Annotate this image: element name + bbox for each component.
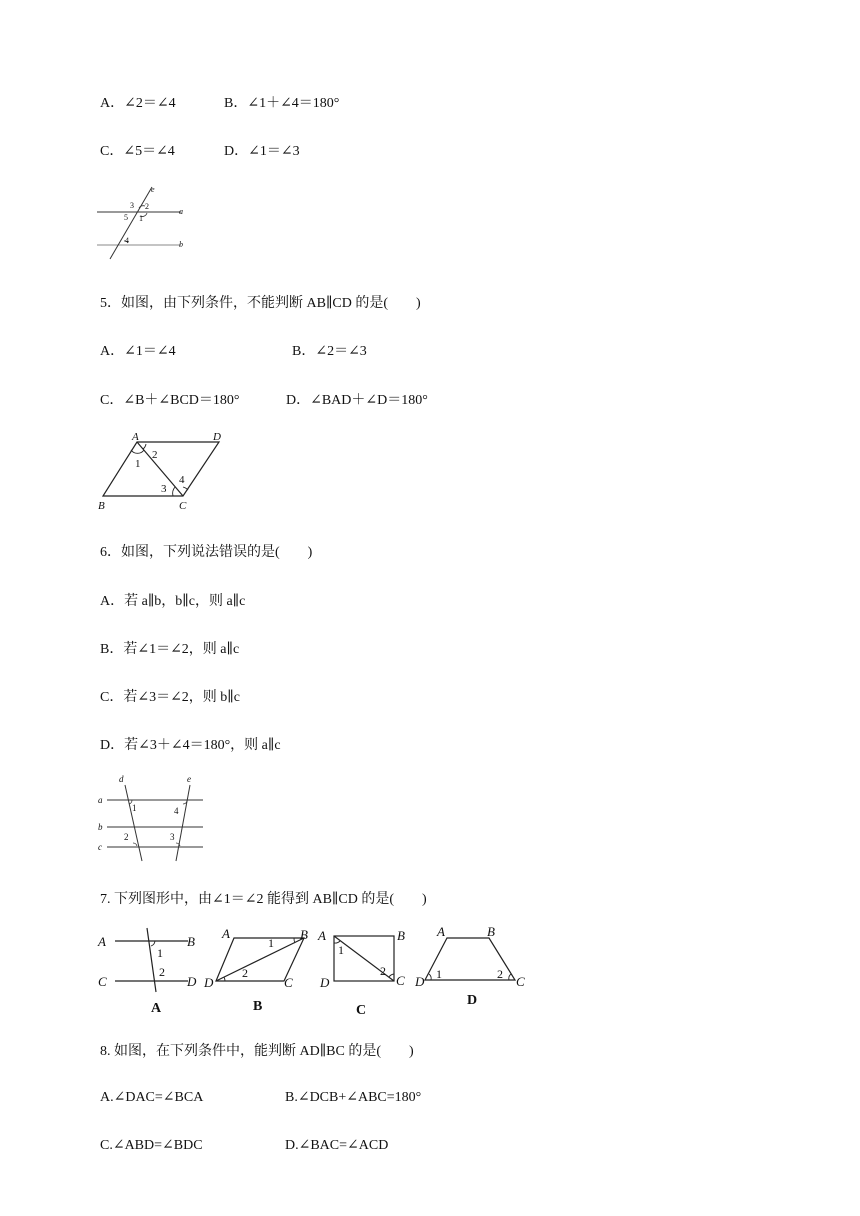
q6-label-a: a bbox=[98, 795, 103, 805]
q5-label-1: 1 bbox=[135, 458, 141, 470]
q4-option-c: C．∠5＝∠4 bbox=[100, 144, 175, 159]
q6-option-b: B．若∠1＝∠2，则 a∥c bbox=[100, 642, 240, 657]
q7c-label-A: A bbox=[318, 928, 326, 943]
q6-label-2: 2 bbox=[124, 832, 129, 842]
q7d-label-1: 1 bbox=[436, 967, 442, 981]
q7c-label-D: D bbox=[320, 975, 330, 990]
q4-option-b: B．∠1＋∠4＝180° bbox=[224, 96, 340, 111]
q6-option-a: A．若 a∥b，b∥c，则 a∥c bbox=[100, 594, 246, 609]
q5-label-D: D bbox=[213, 431, 221, 443]
q8-stem: 8. 如图，在下列条件中，能判断 AD∥BC 的是( ) bbox=[100, 1044, 414, 1059]
q7a-label-A: A bbox=[98, 934, 106, 949]
q5-label-C: C bbox=[179, 500, 187, 512]
q5-option-b: B．∠2＝∠3 bbox=[292, 344, 367, 359]
q7-figure-b bbox=[200, 924, 318, 1016]
q6-label-b: b bbox=[98, 822, 103, 832]
q7d-label-B: B bbox=[487, 924, 495, 939]
q7b-label-1: 1 bbox=[268, 936, 274, 950]
q8-option-d: D.∠BAC=∠ACD bbox=[285, 1138, 389, 1153]
q5-option-c: C．∠B＋∠BCD＝180° bbox=[100, 393, 240, 408]
q7-stem: 7. 下列图形中，由∠1＝∠2 能得到 AB∥CD 的是( ) bbox=[100, 892, 427, 907]
q5-figure bbox=[95, 430, 235, 514]
q7d-label-C: C bbox=[516, 974, 525, 989]
q7c-caption: C bbox=[356, 1003, 367, 1018]
q5-label-3: 3 bbox=[161, 483, 167, 495]
q7b-caption: B bbox=[253, 999, 263, 1014]
q7c-label-C: C bbox=[396, 973, 405, 988]
q6-label-3: 3 bbox=[170, 832, 175, 842]
q7d-label-A: A bbox=[437, 924, 445, 939]
q4-label-5: 5 bbox=[124, 213, 128, 222]
q4-option-d: D．∠1＝∠3 bbox=[224, 144, 300, 159]
q4-label-b: b bbox=[179, 240, 183, 249]
q6-label-e: e bbox=[187, 774, 191, 784]
q7a-label-2: 2 bbox=[159, 965, 165, 979]
q8-option-b: B.∠DCB+∠ABC=180° bbox=[285, 1090, 422, 1105]
q5-label-A: A bbox=[132, 431, 139, 443]
q7b-label-B: B bbox=[300, 927, 308, 942]
q7a-label-B: B bbox=[187, 934, 195, 949]
q7d-label-2: 2 bbox=[497, 967, 503, 981]
q7-figure-c bbox=[312, 924, 412, 1020]
q4-label-1: 1 bbox=[139, 214, 143, 223]
q7d-caption: D bbox=[467, 993, 478, 1008]
q7a-label-1: 1 bbox=[157, 946, 163, 960]
q7-figure-d bbox=[415, 924, 535, 1016]
q6-stem: 6．如图，下列说法错误的是( ) bbox=[100, 545, 313, 560]
q6-figure bbox=[95, 773, 210, 863]
q7b-label-C: C bbox=[284, 975, 293, 990]
q7c-label-2: 2 bbox=[380, 964, 386, 978]
q5-label-B: B bbox=[98, 500, 105, 512]
q7b-label-2: 2 bbox=[242, 966, 248, 980]
q5-option-d: D．∠BAD＋∠D＝180° bbox=[286, 393, 428, 408]
q4-label-2: 2 bbox=[145, 202, 149, 211]
q5-stem: 5．如图，由下列条件，不能判断 AB∥CD 的是( ) bbox=[100, 296, 421, 311]
q4-label-3: 3 bbox=[130, 201, 134, 210]
q7a-label-D: D bbox=[187, 974, 197, 989]
q6-option-c: C．若∠3＝∠2，则 b∥c bbox=[100, 690, 240, 705]
q7a-caption: A bbox=[151, 1001, 162, 1016]
q4-label-e: e bbox=[151, 185, 155, 194]
q5-label-2: 2 bbox=[152, 449, 158, 461]
q4-label-4: 4 bbox=[125, 236, 129, 245]
q4-figure bbox=[95, 183, 195, 263]
q5-option-a: A．∠1＝∠4 bbox=[100, 344, 176, 359]
q8-option-a: A.∠DAC=∠BCA bbox=[100, 1090, 204, 1105]
q5-label-4: 4 bbox=[179, 474, 185, 486]
q4-option-a: A．∠2＝∠4 bbox=[100, 96, 176, 111]
q7b-label-D: D bbox=[204, 975, 214, 990]
q6-label-d: d bbox=[119, 774, 124, 784]
q6-option-d: D．若∠3＋∠4＝180°，则 a∥c bbox=[100, 738, 281, 753]
q7-figure-a bbox=[95, 924, 213, 1016]
q6-label-c: c bbox=[98, 842, 102, 852]
q8-option-c: C.∠ABD=∠BDC bbox=[100, 1138, 203, 1153]
q4-label-a: a bbox=[179, 207, 183, 216]
q7d-label-D: D bbox=[415, 974, 425, 989]
q7c-label-B: B bbox=[397, 928, 405, 943]
q7b-label-A: A bbox=[222, 926, 230, 941]
q7c-label-1: 1 bbox=[338, 943, 344, 957]
q6-label-1: 1 bbox=[132, 803, 137, 813]
q6-label-4: 4 bbox=[174, 806, 179, 816]
q7a-label-C: C bbox=[98, 974, 107, 989]
